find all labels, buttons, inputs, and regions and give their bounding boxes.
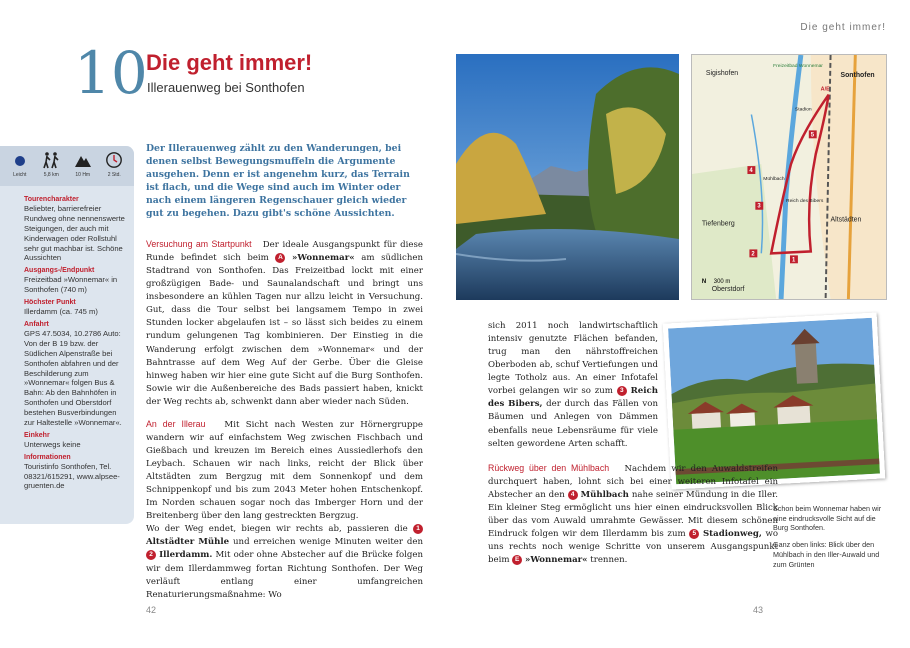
info-text: Beliebter, barrierefreier Rundweg ohne nennenswerte Steigungen, der auch mit Kinderwagen oder Rollstuhl sehr gut machbar ist. Schöne Aussichten bbox=[24, 204, 125, 263]
map-label: Mühlbach bbox=[763, 176, 785, 182]
text-run: trennen. bbox=[590, 555, 628, 566]
paragraph bbox=[146, 523, 423, 601]
place-name: Illerdamm. bbox=[159, 550, 213, 561]
map-scale: 300 m bbox=[713, 279, 731, 286]
right-body-text bbox=[488, 462, 778, 568]
route-marker: 4 bbox=[568, 490, 578, 500]
tour-stats bbox=[0, 146, 134, 186]
route-marker: 3 bbox=[757, 203, 761, 210]
info-text: Unterwegs keine bbox=[24, 439, 81, 449]
text-run: Mit Sicht nach Westen zur Hörnergruppe wandern wir auf einfachstem Weg zwischen Fischbach und Gießbach und kreuzen im Bereich eines Aussiedlerhofs den Leybach. Schauen wir nach links, reicht der Blick über Altstädten zum Bergzug mit dem Sonnenkopf und dem Schnippenkopf und bis zum 2043 Meter hohen Entschenkopf. Im Norden schauen sogar noch das Imberger Horn und der Breitenberg über den lang gestreckten Bergzug. bbox=[146, 419, 423, 522]
route-marker: 5 bbox=[689, 529, 699, 539]
text-run: sich 2011 noch landwirtschaftlich intensiv genutzte Flächen befanden, trug man den nährstoffreichen Oberboden ab, schuf Vertiefungen und legte Totholz aus. An einer Infotafel vorbei gelangen wir so zum bbox=[488, 321, 658, 397]
page-number-right: 43 bbox=[753, 605, 764, 615]
place-name: Altstädter Mühle bbox=[146, 537, 230, 548]
info-heading: Tourencharakter bbox=[24, 196, 79, 203]
hikers-icon bbox=[42, 151, 60, 169]
map-label: Stadion bbox=[794, 107, 812, 113]
map-label: Sonthofen bbox=[840, 71, 875, 79]
stat-label: Leicht bbox=[13, 172, 27, 178]
info-text: Freizeitbad »Wonnemar« in Sonthofen (740 m) bbox=[24, 275, 118, 295]
place-name: »Wonnemar« bbox=[524, 555, 588, 566]
route-marker: 3 bbox=[617, 386, 627, 396]
left-body-text bbox=[146, 238, 423, 602]
text-run: und erreichen wenige Minuten weiter den bbox=[233, 537, 423, 548]
text-run: Wo der Weg endet, biegen wir rechts ab, passieren die bbox=[146, 524, 408, 535]
place-name: Stadionweg, bbox=[702, 529, 762, 540]
info-heading: Einkehr bbox=[24, 431, 50, 439]
map-label: Sigishofen bbox=[705, 69, 739, 77]
map-label: Altstädten bbox=[830, 216, 862, 224]
right-page bbox=[455, 0, 910, 648]
info-heading: Anfahrt bbox=[24, 321, 49, 329]
info-text: Illerdamm (ca. 745 m) bbox=[24, 307, 98, 317]
map-label: A/E bbox=[820, 86, 830, 93]
mountain-icon bbox=[74, 151, 92, 169]
subheading: An der Illerau bbox=[146, 418, 206, 429]
info-heading: Höchster Punkt bbox=[24, 299, 76, 307]
info-text: GPS 47.5034, 10.2786 Auto: Von der B 19 bzw. der Südlichen Alpenstraße bei Sonthofen abfahren und der Beschilderung zum »Wonnemar« folgen Bus & Bahn: Ab den Bahnhöfen in Sonthofen und Oberstdorf bestehen Busverbindungen zur Haltestelle »Wonnemar«. bbox=[24, 329, 122, 427]
info-heading: Ausgangs-/Endpunkt bbox=[24, 267, 95, 275]
place-name: »Wonnemar« bbox=[292, 253, 355, 264]
stat-label: 5,8 km bbox=[43, 172, 59, 178]
info-text: Touristinfo Sonthofen, Tel. 08321/615291, www.alpsee-gruenten.de bbox=[24, 461, 120, 491]
page-title: Die geht immer! bbox=[146, 50, 313, 75]
caption: Schon beim Wonnemar haben wir eine eindrucksvolle Sicht auf die Burg Sonthofen. bbox=[773, 504, 882, 533]
stat-label: 2 Std. bbox=[107, 172, 121, 178]
caption: Ganz oben links: Blick über den Mühlbach in den Iller-Auwald und zum Grünten bbox=[773, 540, 880, 569]
info-heading: Informationen bbox=[24, 453, 71, 461]
chapter-number: 10 bbox=[74, 39, 148, 107]
paragraph bbox=[488, 462, 778, 568]
tour-info-text bbox=[0, 186, 134, 491]
route-marker: 2 bbox=[146, 550, 156, 560]
text-run: nahe seiner Mündung in die Iller. Ein kleiner Steg ermöglicht uns hier einen eindrucksvollen Blick über das vom Auwald umrahmte Gewässer. Mit diesem schönen Eindruck folgen wir dem Illerdamm bis zum bbox=[488, 490, 779, 540]
text-run: Nachdem wir den Auwaldstreifen durchquert haben, lohnt sich bei einer weiteren Infotafel ein Abstecher an den bbox=[488, 464, 778, 501]
stat-distance bbox=[37, 151, 65, 181]
page-number-left: 42 bbox=[146, 605, 157, 615]
right-body-column bbox=[488, 320, 658, 451]
paragraph bbox=[146, 238, 423, 409]
route-map bbox=[691, 54, 887, 300]
route-marker: 2 bbox=[751, 251, 755, 258]
map-label: Tiefenberg bbox=[701, 220, 735, 228]
place-name: Reich des Bibers, bbox=[488, 386, 658, 410]
route-marker: A bbox=[275, 253, 285, 263]
stat-difficulty bbox=[6, 151, 34, 181]
route-marker: 5 bbox=[810, 132, 815, 139]
route-marker: 1 bbox=[413, 524, 423, 534]
map-label: Oberstdorf bbox=[711, 286, 745, 294]
page-subtitle: Illerauenweg bei Sonthofen bbox=[147, 80, 305, 95]
place-name: Mühlbach bbox=[580, 490, 629, 501]
intro-paragraph: Der Illerauenweg zählt zu den Wanderungen, bei denen selbst Bewegungsmuffeln die Argumente ausgehen. Denn er ist angenehm kurz, das Terrain ist flach, und die Wege sind auch im Winter oder nach einem längeren Regenschauer gleich wieder gut zu begehen. Dazu gibt's schöne Aussichten. bbox=[146, 143, 410, 220]
route-marker: 1 bbox=[791, 257, 796, 264]
subheading: Rückweg über den Mühlbach bbox=[488, 463, 610, 473]
photo-captions bbox=[773, 504, 888, 569]
north-arrow: N bbox=[701, 279, 707, 286]
route-marker: 4 bbox=[749, 168, 753, 175]
map-label: Freizeitbad Wonnemar bbox=[773, 63, 823, 69]
text-run: der durch das Fällen von Bäumen und Anlegen von Dämmen ebenfalls neue Lebensräume für viele selten gewordene Arten schafft. bbox=[488, 399, 658, 449]
stat-duration bbox=[100, 151, 128, 181]
paragraph bbox=[146, 418, 423, 524]
river-photo bbox=[456, 54, 679, 300]
text-run: wo uns rechts noch wenige Schritte von unserem Ausgangspunkt beim bbox=[488, 529, 779, 566]
text-run: Mit oder ohne Abstecher auf die Brücke folgen wir dem Illerdammweg fortan Richtung Sonthofen. Der Weg verläuft entlang einer umfangreichen Renaturierungsmaßnahme: Wo bbox=[146, 550, 423, 600]
stat-elevation bbox=[69, 151, 97, 181]
clock-icon bbox=[105, 151, 123, 169]
subheading: Versuchung am Startpunkt bbox=[146, 239, 252, 249]
tour-info-sidebar bbox=[0, 146, 134, 524]
stat-label: 10 Hm bbox=[75, 172, 91, 178]
paragraph bbox=[488, 320, 658, 451]
map-label: Reich des Bibers bbox=[786, 198, 824, 204]
running-head: Die geht immer! bbox=[800, 22, 886, 33]
text-run: Der ideale Ausgangspunkt für diese Runde befindet sich beim bbox=[146, 240, 423, 264]
difficulty-dot-icon bbox=[11, 151, 29, 169]
text-run: am südlichen Stadtrand von Sonthofen. Das Freizeitbad lockt mit einer großzügigen Bade- und Saunalandschaft und bringt uns insbesondere an kühlen Tagen nur allzu leicht in Versuchung. Gut, dass die Tour selbst bei langsamem Tempo in zwei Stunden locker abgelaufen ist – so lässt sich beides zu einem rundum gelungenen Tag kombinieren. Der Einstieg in die Wanderung erfolgt zwischen dem »Wonnemar« und der Bahntrasse auf dem Weg Auf der Gerbe. Über die Gleise hinweg haben wir hier eine gute Sicht auf die Burg Sonthofen. Sowie wir die Außenbereiche des Bads passiert haben, knickt der Weg rechts ab, schwenkt dann aber wieder nach Süden. bbox=[146, 253, 424, 407]
route-marker: E bbox=[512, 555, 522, 565]
